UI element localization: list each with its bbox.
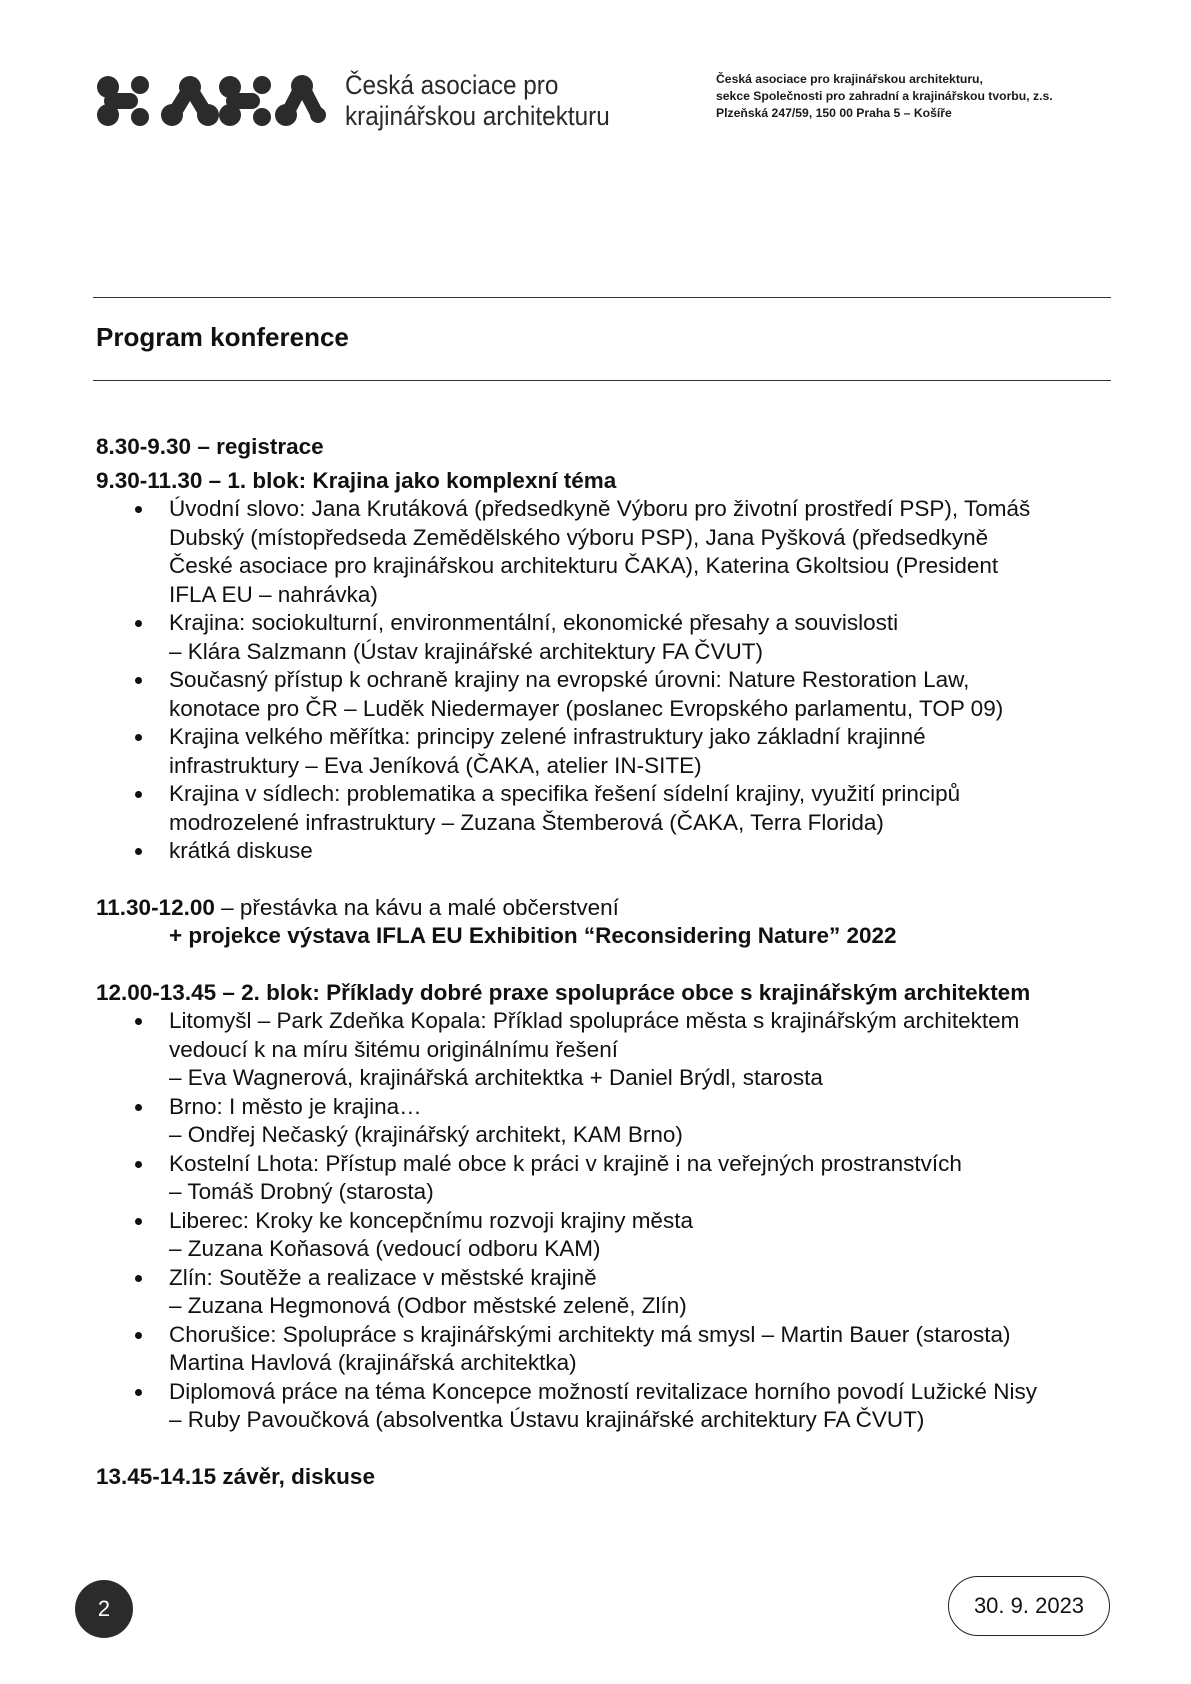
list-item — [96, 1150, 1116, 1207]
item-line: modrozelené infrastruktury – Zuzana Štemberová (ČAKA, Terra Florida) — [169, 809, 884, 835]
item-line: – Klára Salzmann (Ústav krajinářské architektury FA ČVUT) — [169, 638, 763, 664]
item-line: Krajina velkého měřítka: principy zelené infrastruktury jako základní krajinné — [169, 724, 926, 749]
item-line: – Zuzana Hegmonová (Odbor městské zeleně, Zlín) — [169, 1293, 687, 1318]
break-time: 11.30-12.00 — [96, 894, 215, 920]
item-line: Zlín: Soutěže a realizace v městské krajině — [169, 1264, 597, 1290]
break-text: – přestávka na kávu a malé občerstvení — [214, 894, 619, 920]
item-line: Diplomová práce na téma Koncepce možností revitalizace horního povodí Lužické Nisy — [169, 1378, 1037, 1404]
item-line: Chorušice: Spolupráce s krajinářskými architekty má smysl – Martin Bauer (starosta) — [169, 1321, 1011, 1347]
address-line: sekce Společnosti pro zahradní a krajinářskou tvorbu, z.s. — [716, 89, 1053, 103]
list-item — [96, 1264, 1116, 1321]
logo-line: krajinářskou architekturu — [345, 101, 610, 131]
item-line: Litomyšl – Park Zdeňka Kopala: Příklad spolupráce města s krajinářským architektem — [169, 1008, 1020, 1033]
logo-wordmark — [345, 70, 610, 132]
list-item — [96, 1378, 1116, 1435]
list-item — [96, 609, 1116, 666]
item-line: Martina Havlová (krajinářská architektka) — [169, 1350, 577, 1375]
item-line: Krajina: sociokulturní, environmentální, ekonomické přesahy a souvislosti — [169, 610, 899, 635]
date-badge: 30. 9. 2023 — [948, 1576, 1110, 1636]
break-extra: + projekce výstava IFLA EU Exhibition “Reconsidering Nature” 2022 — [169, 923, 897, 948]
list-item — [96, 1007, 1116, 1093]
item-line: Úvodní slovo: Jana Krutáková (předsedkyně Výboru pro životní prostředí PSP), Tomáš — [169, 496, 1031, 521]
item-line: Brno: I město je krajina… — [169, 1093, 422, 1119]
item-line: Dubský (místopředseda Zemědělského výboru PSP), Jana Pyšková (předsedkyně — [169, 524, 989, 550]
block2-heading: 12.00-13.45 – 2. blok: Příklady dobré praxe spolupráce obce s krajinářským architektem — [96, 979, 1031, 1005]
organisation-address — [716, 71, 1053, 122]
block2-items — [96, 1007, 1116, 1435]
item-line: Současný přístup k ochraně krajiny na evropské úrovni: Nature Restoration Law, — [169, 667, 970, 692]
break-slot — [96, 894, 1116, 923]
item-line: – Zuzana Koňasová (vedoucí odboru KAM) — [169, 1236, 601, 1261]
item-line: – Eva Wagnerová, krajinářská architektka + Daniel Brýdl, starosta — [169, 1065, 823, 1090]
logo-line: Česká asociace pro — [345, 70, 559, 100]
item-line: Krajina v sídlech: problematika a specifika řešení sídelní krajiny, využití principů — [169, 781, 961, 806]
item-line: krátká diskuse — [169, 838, 313, 863]
list-item — [96, 1207, 1116, 1264]
list-item — [96, 723, 1116, 780]
item-line: – Ondřej Nečaský (krajinářský architekt, KAM Brno) — [169, 1122, 683, 1147]
block1-items — [96, 495, 1116, 866]
address-line: Plzeňská 247/59, 150 00 Praha 5 – Košíře — [716, 106, 952, 120]
page-title: Program konference — [96, 322, 349, 352]
divider-top — [93, 297, 1111, 298]
item-line: Kostelní Lhota: Přístup malé obce k práci v krajině i na veřejných prostranstvích — [169, 1150, 962, 1176]
divider-bottom — [93, 380, 1111, 381]
list-item — [96, 837, 1116, 866]
conference-program — [96, 433, 1116, 1491]
item-line: Liberec: Kroky ke koncepčnímu rozvoji krajiny města — [169, 1207, 693, 1233]
list-item — [96, 495, 1116, 609]
caka-logo — [96, 75, 326, 127]
page-number-badge: 2 — [75, 1580, 133, 1638]
closing-slot: 13.45-14.15 závěr, diskuse — [96, 1463, 375, 1489]
registration-slot: 8.30-9.30 – registrace — [96, 434, 324, 459]
item-line: infrastruktury – Eva Jeníková (ČAKA, atelier IN-SITE) — [169, 752, 702, 778]
list-item — [96, 1093, 1116, 1150]
item-line: – Tomáš Drobný (starosta) — [169, 1179, 434, 1204]
item-line: konotace pro ČR – Luděk Niedermayer (poslanec Evropského parlamentu, TOP 09) — [169, 695, 1004, 721]
item-line: – Ruby Pavoučková (absolventka Ústavu krajinářské architektury FA ČVUT) — [169, 1407, 925, 1432]
list-item — [96, 666, 1116, 723]
list-item — [96, 780, 1116, 837]
address-line: Česká asociace pro krajinářskou architekturu, — [716, 72, 983, 86]
item-line: vedoucí k na míru šitému originálnímu řešení — [169, 1036, 618, 1062]
item-line: České asociace pro krajinářskou architekturu ČAKA), Katerina Gkoltsiou (President — [169, 553, 999, 578]
item-line: IFLA EU – nahrávka) — [169, 581, 378, 607]
block1-heading: 9.30-11.30 – 1. blok: Krajina jako komplexní téma — [96, 467, 617, 493]
list-item — [96, 1321, 1116, 1378]
